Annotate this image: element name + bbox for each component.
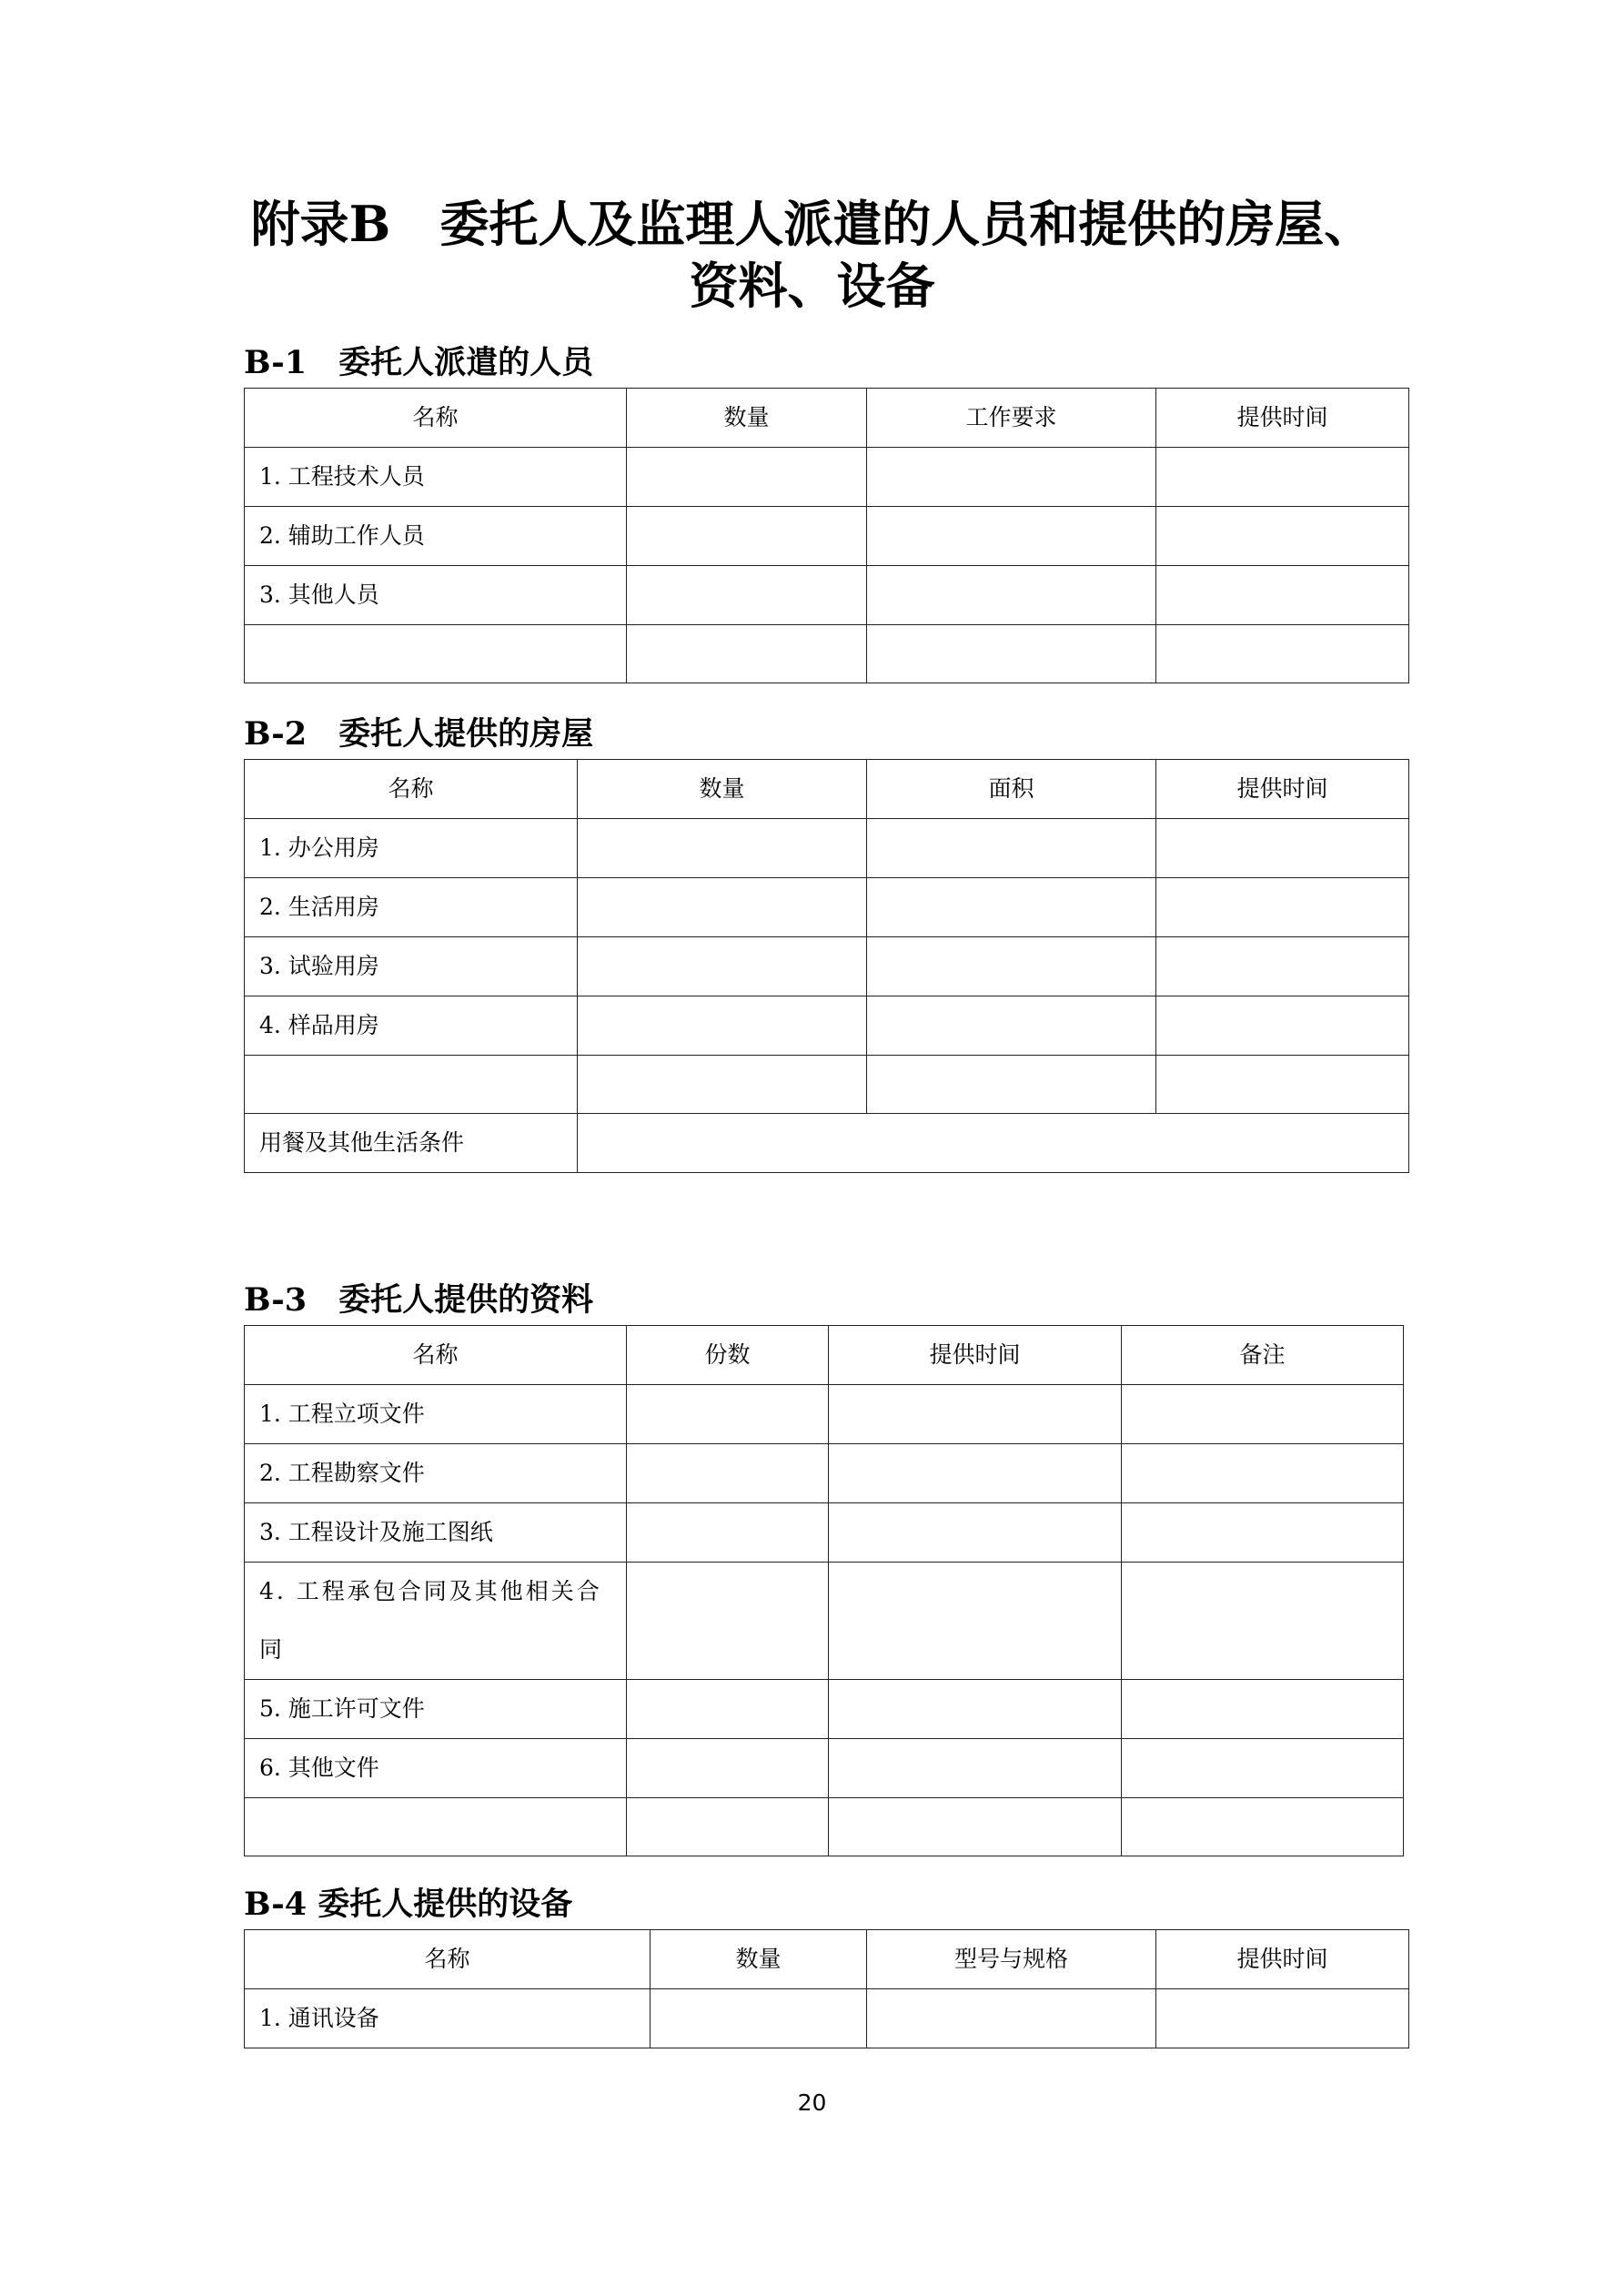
table-row	[245, 1563, 1404, 1680]
quantity-cell[interactable]	[578, 996, 867, 1056]
row-label: 2. 辅助工作人员	[245, 507, 627, 566]
meals-conditions-cell[interactable]	[578, 1114, 1409, 1173]
row-label: 1. 工程技术人员	[245, 448, 627, 507]
work-requirement-cell[interactable]	[867, 448, 1156, 507]
header-name: 名称	[245, 1326, 627, 1385]
header-provide-time: 提供时间	[1156, 389, 1409, 448]
copies-cell[interactable]	[627, 1798, 829, 1856]
page-number: 20	[797, 2089, 827, 2116]
table-row	[245, 1385, 1404, 1444]
work-requirement-cell[interactable]	[867, 625, 1156, 683]
section-b3-heading: B-3 委托人提供的资料	[244, 1281, 594, 1319]
provide-time-cell[interactable]	[1156, 507, 1409, 566]
header-copies: 份数	[627, 1326, 829, 1385]
row-label: 2. 生活用房	[245, 878, 578, 937]
table-b3-documents	[244, 1325, 1404, 1856]
section-b1-heading: B-1 委托人派遣的人员	[244, 344, 594, 381]
provide-time-cell[interactable]	[1156, 878, 1409, 937]
provide-time-cell[interactable]	[829, 1680, 1122, 1739]
remarks-cell[interactable]	[1122, 1739, 1404, 1798]
remarks-cell[interactable]	[1122, 1563, 1404, 1680]
row-label: 1. 通讯设备	[245, 1989, 651, 2048]
header-quantity: 数量	[578, 760, 867, 819]
header-name: 名称	[245, 760, 578, 819]
header-quantity: 数量	[651, 1930, 867, 1989]
row-label: 1. 工程立项文件	[245, 1385, 627, 1444]
table-row	[245, 625, 1409, 683]
header-model-spec: 型号与规格	[867, 1930, 1156, 1989]
header-quantity: 数量	[627, 389, 867, 448]
provide-time-cell[interactable]	[1156, 819, 1409, 878]
table-row	[245, 878, 1409, 937]
page-title-line-1: 附录B 委托人及监理人派遣的人员和提供的房屋、	[250, 195, 1374, 253]
header-name: 名称	[245, 1930, 651, 1989]
provide-time-cell[interactable]	[829, 1444, 1122, 1503]
area-cell[interactable]	[867, 937, 1156, 996]
section-b4-heading: B-4 委托人提供的设备	[244, 1886, 573, 1923]
row-label: 3. 其他人员	[245, 566, 627, 625]
row-label: 5. 施工许可文件	[245, 1680, 627, 1739]
header-name: 名称	[245, 389, 627, 448]
area-cell[interactable]	[867, 996, 1156, 1056]
provide-time-cell[interactable]	[1156, 448, 1409, 507]
provide-time-cell[interactable]	[1156, 1989, 1409, 2048]
row-label: 6. 其他文件	[245, 1739, 627, 1798]
provide-time-cell[interactable]	[829, 1739, 1122, 1798]
area-cell[interactable]	[867, 878, 1156, 937]
header-provide-time: 提供时间	[1156, 1930, 1409, 1989]
copies-cell[interactable]	[627, 1563, 829, 1680]
table-row	[245, 448, 1409, 507]
table-row	[245, 1989, 1409, 2048]
provide-time-cell[interactable]	[829, 1563, 1122, 1680]
table-row	[245, 1680, 1404, 1739]
copies-cell[interactable]	[627, 1680, 829, 1739]
remarks-cell[interactable]	[1122, 1503, 1404, 1563]
table-row	[245, 566, 1409, 625]
copies-cell[interactable]	[627, 1444, 829, 1503]
table-b1-personnel	[244, 388, 1409, 683]
table-b2-housing	[244, 759, 1409, 1173]
table-header-row	[245, 1326, 1404, 1385]
table-row	[245, 507, 1409, 566]
provide-time-cell[interactable]	[1156, 996, 1409, 1056]
row-label-meals: 用餐及其他生活条件	[245, 1114, 578, 1173]
page-title-line-2: 资料、设备	[689, 257, 935, 315]
table-row	[245, 937, 1409, 996]
quantity-cell[interactable]	[578, 937, 867, 996]
provide-time-cell[interactable]	[1156, 625, 1409, 683]
row-label: 3. 试验用房	[245, 937, 578, 996]
row-label: 1. 办公用房	[245, 819, 578, 878]
quantity-cell[interactable]	[627, 448, 867, 507]
table-header-row	[245, 1930, 1409, 1989]
area-cell[interactable]	[867, 819, 1156, 878]
table-row	[245, 1503, 1404, 1563]
row-label: 3. 工程设计及施工图纸	[245, 1503, 627, 1563]
table-row	[245, 1444, 1404, 1503]
model-spec-cell[interactable]	[867, 1989, 1156, 2048]
section-b2-heading: B-2 委托人提供的房屋	[244, 715, 594, 753]
table-row	[245, 996, 1409, 1056]
table-header-row	[245, 389, 1409, 448]
work-requirement-cell[interactable]	[867, 507, 1156, 566]
provide-time-cell[interactable]	[829, 1385, 1122, 1444]
table-b4-equipment	[244, 1929, 1409, 2048]
table-row	[245, 1798, 1404, 1856]
row-label: 2. 工程勘察文件	[245, 1444, 627, 1503]
provide-time-cell[interactable]	[1156, 937, 1409, 996]
header-work-requirement: 工作要求	[867, 389, 1156, 448]
quantity-cell[interactable]	[627, 625, 867, 683]
header-provide-time: 提供时间	[829, 1326, 1122, 1385]
table-row	[245, 1056, 1409, 1114]
row-label[interactable]	[245, 1798, 627, 1856]
provide-time-cell[interactable]	[1156, 566, 1409, 625]
table-row	[245, 1114, 1409, 1173]
copies-cell[interactable]	[627, 1739, 829, 1798]
quantity-cell[interactable]	[627, 507, 867, 566]
row-label[interactable]	[245, 1056, 578, 1114]
provide-time-cell[interactable]	[829, 1798, 1122, 1856]
copies-cell[interactable]	[627, 1503, 829, 1563]
quantity-cell[interactable]	[578, 878, 867, 937]
header-remarks: 备注	[1122, 1326, 1404, 1385]
quantity-cell[interactable]	[578, 1056, 867, 1114]
table-row	[245, 1739, 1404, 1798]
area-cell[interactable]	[867, 1056, 1156, 1114]
remarks-cell[interactable]	[1122, 1385, 1404, 1444]
remarks-cell[interactable]	[1122, 1798, 1404, 1856]
table-header-row	[245, 760, 1409, 819]
provide-time-cell[interactable]	[829, 1503, 1122, 1563]
table-row	[245, 819, 1409, 878]
quantity-cell[interactable]	[578, 819, 867, 878]
row-label: 4. 样品用房	[245, 996, 578, 1056]
header-area: 面积	[867, 760, 1156, 819]
remarks-cell[interactable]	[1122, 1444, 1404, 1503]
page-title	[136, 193, 1488, 317]
copies-cell[interactable]	[627, 1385, 829, 1444]
work-requirement-cell[interactable]	[867, 566, 1156, 625]
remarks-cell[interactable]	[1122, 1680, 1404, 1739]
row-label[interactable]	[245, 625, 627, 683]
quantity-cell[interactable]	[627, 566, 867, 625]
row-label: 4. 工程承包合同及其他相关合同	[245, 1563, 627, 1680]
provide-time-cell[interactable]	[1156, 1056, 1409, 1114]
quantity-cell[interactable]	[651, 1989, 867, 2048]
header-provide-time: 提供时间	[1156, 760, 1409, 819]
